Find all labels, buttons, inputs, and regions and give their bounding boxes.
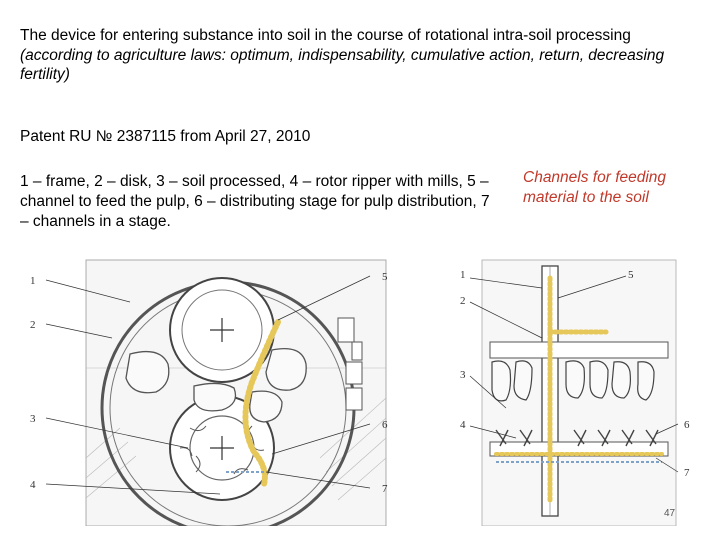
channels-note: Channels for feeding material to the soil bbox=[523, 169, 667, 206]
patent-reference: Patent RU № 2387115 from April 27, 2010 bbox=[20, 128, 311, 145]
device-cross-section-figure bbox=[20, 258, 400, 526]
left-label-7: 7 bbox=[382, 483, 388, 495]
device-side-view-figure bbox=[456, 258, 704, 526]
device-cross-section-drawing bbox=[20, 258, 400, 526]
right-label-2: 2 bbox=[460, 295, 466, 307]
right-label-3: 3 bbox=[460, 369, 466, 381]
left-label-5: 5 bbox=[382, 271, 388, 283]
title-subtitle: (according to agriculture laws: optimum, indispensability, cumulative action, return, decreasing fertility) bbox=[20, 46, 665, 83]
left-label-2: 2 bbox=[30, 319, 36, 331]
left-label-3: 3 bbox=[30, 413, 36, 425]
device-side-view-drawing bbox=[456, 258, 704, 526]
slide-title bbox=[20, 26, 700, 85]
right-label-6: 6 bbox=[684, 419, 690, 431]
left-label-4: 4 bbox=[30, 479, 36, 491]
page-number: 47 bbox=[664, 508, 676, 519]
right-label-1: 1 bbox=[460, 269, 466, 281]
legend-text: 1 – frame, 2 – disk, 3 – soil processed, 4 – rotor ripper with mills, 5 – channel to feed the pulp, 6 – distributing stage for pulp distribution, 7 – channels in a stage. bbox=[20, 173, 490, 230]
left-label-6: 6 bbox=[382, 419, 388, 431]
right-label-7: 7 bbox=[684, 467, 690, 479]
right-label-4: 4 bbox=[460, 419, 466, 431]
left-label-1: 1 bbox=[30, 275, 36, 287]
right-label-5: 5 bbox=[628, 269, 634, 281]
title-main: The device for entering substance into soil in the course of rotational intra-soil processing bbox=[20, 27, 631, 44]
